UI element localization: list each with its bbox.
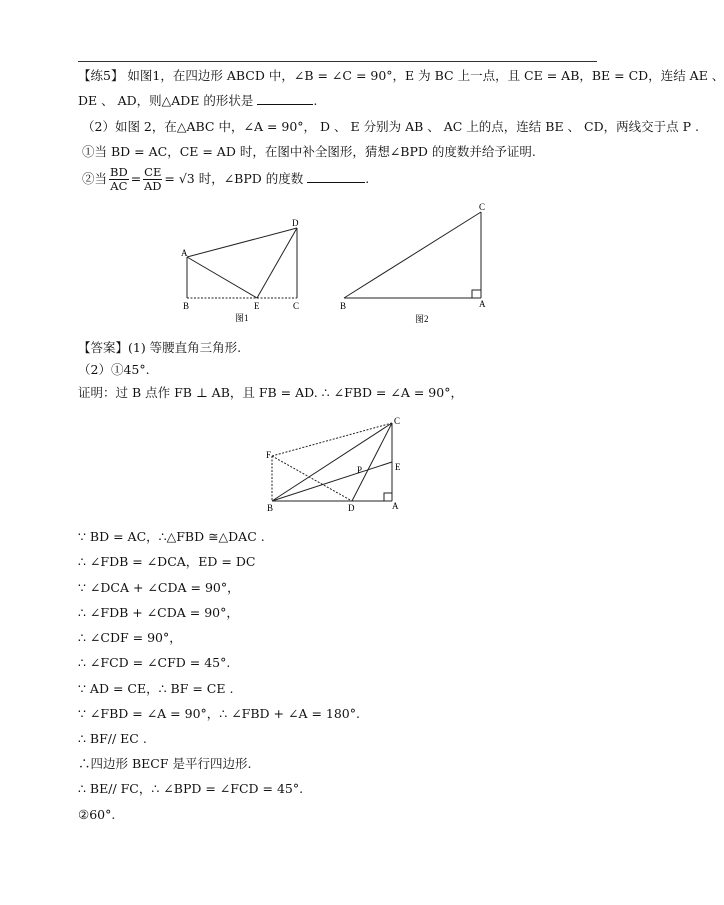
frac1-num: BD (110, 165, 128, 179)
problem-line-2 (78, 93, 317, 109)
problem-line-3: （2）如图 2，在△ABC 中，∠A = 90°， D 、 E 分别为 AB 、 AC 上的点，连结 BE 、 CD，两线交于点 P . (82, 119, 699, 134)
fig1-label-b: B (183, 301, 190, 311)
fig2-label-a: A (479, 299, 486, 309)
fig3-label-c: C (394, 416, 401, 426)
header-rule (78, 61, 597, 62)
proof-line-6: ∴ ∠FCD = ∠CFD = 45°. (78, 655, 231, 670)
fig1-caption: 图1 (235, 313, 249, 323)
proof-line-5: ∴ ∠CDF = 90°， (78, 630, 182, 645)
proof-line-12: ②60°. (78, 807, 116, 822)
problem-line-4: ①当 BD = AC，CE = AD 时，在图中补全图形，猜想∠BPD 的度数并给予证明. (82, 144, 536, 159)
figure-3 (262, 410, 412, 515)
proof-line-10: ∴四边形 BECF 是平行四边形. (78, 756, 252, 771)
frac2-den: AD (144, 179, 162, 193)
fig1-label-a: A (181, 248, 188, 258)
proof-line-2: ∴ ∠FDB = ∠DCA，ED = DC (78, 554, 256, 569)
problem-line-2-text: DE 、 AD，则△ADE 的形状是 (78, 93, 254, 108)
fig1-label-c: C (293, 301, 300, 311)
problem-line-5-end: . (365, 171, 370, 186)
fig3-label-b: B (267, 503, 274, 513)
fig2-caption: 图2 (415, 314, 429, 324)
proof-line-7: ∵ AD = CE，∴ BF = CE . (78, 681, 234, 696)
proof-line-4: ∴ ∠FDB + ∠CDA = 90°， (78, 605, 239, 620)
answer-line-3: 证明：过 B 点作 FB ⊥ AB，且 FB = AD. ∴ ∠FBD = ∠A = 90°， (78, 385, 463, 400)
answer-blank-1 (257, 93, 313, 105)
figure-1 (175, 215, 315, 325)
proof-line-11: ∴ BE// FC，∴ ∠BPD = ∠FCD = 45°. (78, 781, 304, 796)
fraction-bd-ac (109, 166, 129, 193)
proof-line-3: ∵ ∠DCA + ∠CDA = 90°， (78, 580, 240, 595)
proof-line-8: ∵ ∠FBD = ∠A = 90°，∴ ∠FBD + ∠A = 180°. (78, 706, 360, 721)
fig3-label-a: A (392, 501, 399, 511)
frac2-num: CE (144, 165, 162, 179)
proof-line-9: ∴ BF// EC . (78, 731, 147, 746)
problem-line-5-pre: ②当 (82, 171, 108, 186)
problem-line-5-mid: = √3 时，∠BPD 的度数 (164, 171, 304, 186)
frac1-den: AC (110, 179, 128, 193)
fraction-ce-ad (143, 166, 162, 193)
fig1-label-e: E (254, 301, 260, 311)
fig2-label-c: C (479, 202, 486, 212)
fig3-label-f: F (266, 450, 272, 460)
fig1-label-d: D (292, 218, 299, 228)
problem-line-2-end: . (313, 93, 318, 108)
answer-line-1: 【答案】(1) 等腰直角三角形. (78, 340, 242, 355)
answer-blank-2 (307, 171, 365, 183)
problem-line-5: ②当 $\frac{BD}{AC}$ = $\frac{CE}{AD}$ = √3 时，∠BPD 的度数 . (82, 165, 370, 193)
figure-2 (333, 198, 503, 326)
answer-line-2: （2）①45°. (78, 362, 150, 377)
fig3-label-d: D (348, 503, 355, 513)
problem-line-1: 【练5】 如图1，在四边形 ABCD 中，∠B = ∠C = 90°，E 为 BC 上一点，且 CE = AB，BE = CD，连结 AE 、 (78, 68, 724, 83)
fig3-label-p: P (357, 465, 363, 475)
fig2-label-b: B (340, 301, 347, 311)
proof-line-1: ∵ BD = AC，∴△FBD ≅△DAC . (78, 529, 265, 544)
fig3-label-e: E (395, 462, 401, 472)
